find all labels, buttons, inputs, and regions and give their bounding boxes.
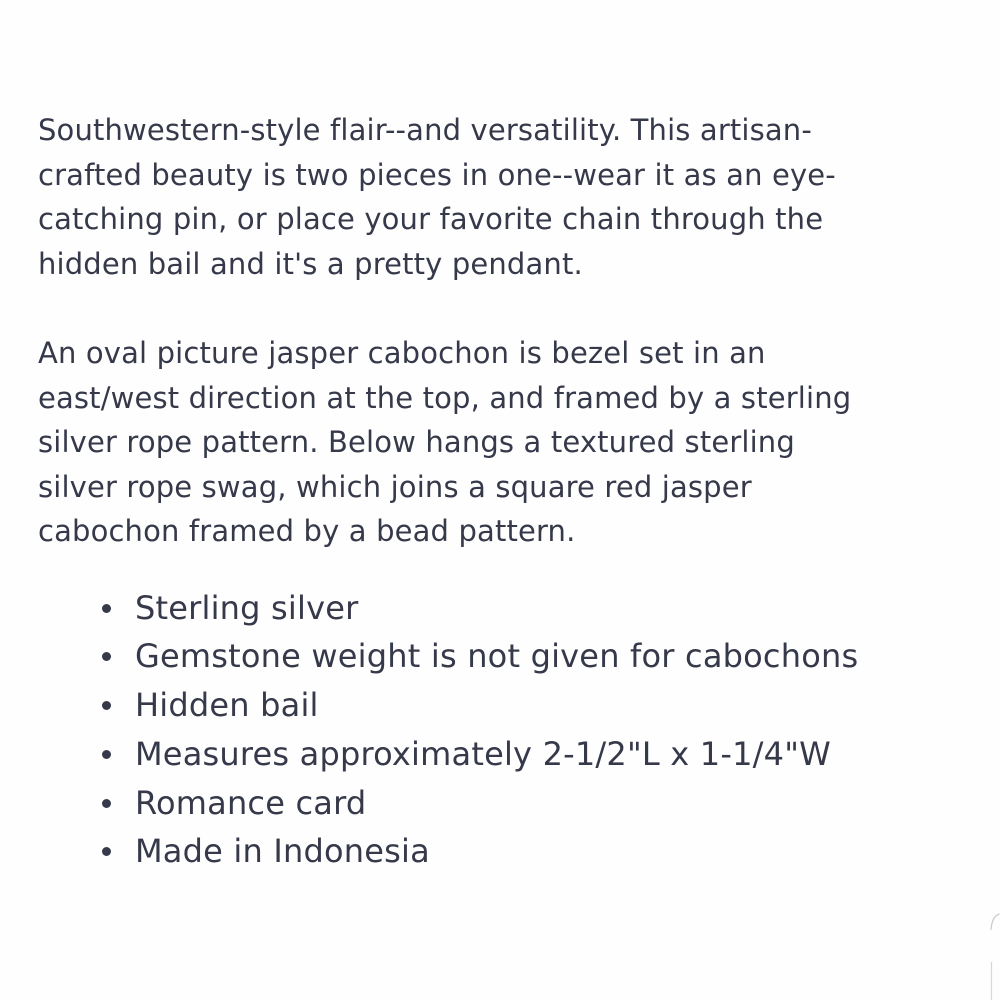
bullet-icon <box>102 799 111 808</box>
list-item <box>102 827 968 876</box>
list-item <box>102 730 968 779</box>
description-paragraph: An oval picture jasper cabochon is bezel set in an east/west direction at the top, and framed by a sterling silver rope pattern. Below hangs a textured sterling silver rope swag, which joins a square red jasper cabochon framed by a bead pattern. <box>38 336 852 548</box>
feature-text: Gemstone weight is not given for cabochons <box>135 637 859 676</box>
list-item <box>102 779 968 828</box>
feature-list <box>38 584 968 877</box>
product-description <box>38 108 968 876</box>
bullet-icon <box>102 652 111 661</box>
description-paragraph: Southwestern-style flair--and versatility. This artisan- crafted beauty is two pieces in one--wear it as an eye- catching pin, or place your favorite chain through the hidden bail and it's a pretty pendant. <box>38 113 836 281</box>
list-item <box>102 584 968 633</box>
bullet-icon <box>102 701 111 710</box>
list-item <box>102 632 968 681</box>
bullet-icon <box>102 847 111 856</box>
list-item <box>102 681 968 730</box>
feature-text: Romance card <box>135 783 367 822</box>
bullet-icon <box>102 750 111 759</box>
feature-text: Made in Indonesia <box>135 832 430 871</box>
feature-text: Measures approximately 2-1/2"L x 1-1/4"W <box>135 734 831 773</box>
feature-text: Hidden bail <box>135 686 319 725</box>
bullet-icon <box>102 604 111 613</box>
scroll-edge-indicator <box>988 912 1000 1000</box>
feature-text: Sterling silver <box>135 588 359 627</box>
